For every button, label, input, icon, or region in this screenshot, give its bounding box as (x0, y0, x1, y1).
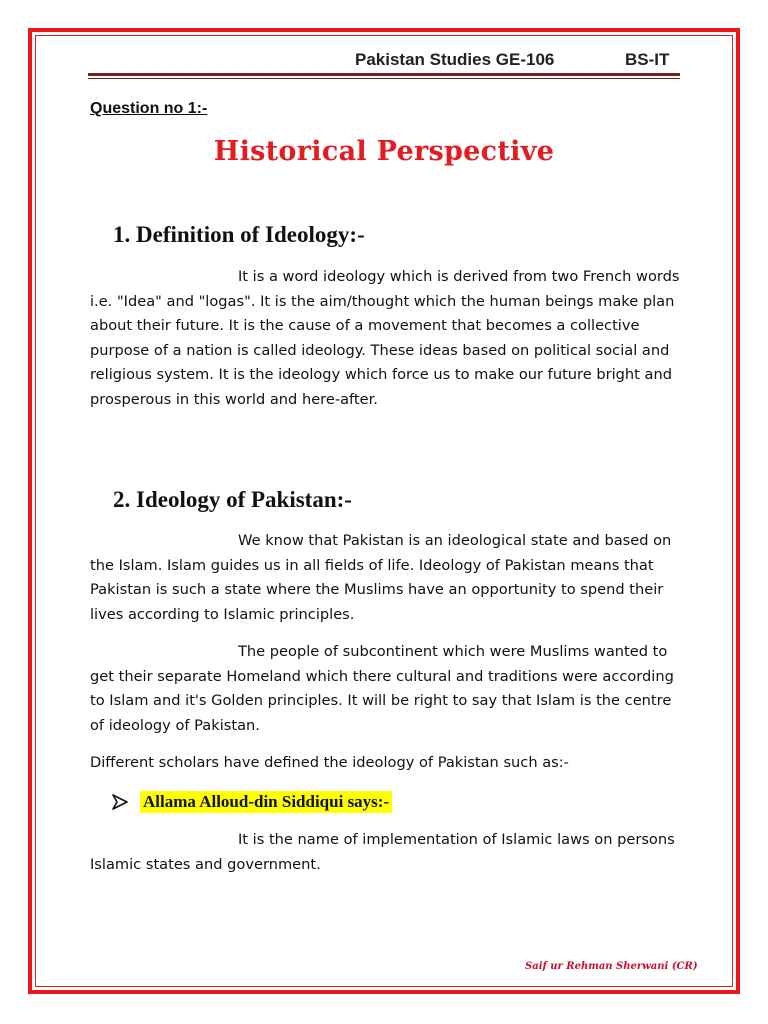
question-label: Question no 1:- (90, 100, 208, 117)
arrow-right-icon (110, 793, 130, 811)
scholar-name: Allama Alloud-din Siddiqui says:- (140, 791, 392, 813)
definition-paragraph: It is a word ideology which is derived from two French words i.e. "Idea" and "logas". It is the aim/thought which the human beings make plan about their future. It is the cause of a movement that becomes a collective purpose of a nation is called ideology. These ideas based on political social and religious system. It is the ideology which force us to make our future bright and prosperous in this world and here-after. (90, 268, 680, 408)
header-rule-thin (88, 78, 680, 79)
ideology-paragraph-3: Different scholars have defined the ideology of Pakistan such as:- (90, 754, 569, 771)
ideology-paragraph-2: The people of subcontinent which were Muslims wanted to get their separate Homeland which there cultural and traditions were according to Islam and it's Golden principles. It will be right to say that Islam is the centre of ideology of Pakistan. (90, 643, 674, 734)
program-label: BS-IT (625, 50, 670, 69)
section-heading-definition: 1. Definition of Ideology:- (113, 222, 365, 247)
scholar-bullet (110, 791, 392, 813)
section-heading-ideology-pakistan: 2. Ideology of Pakistan:- (113, 487, 352, 512)
ideology-paragraph-1: We know that Pakistan is an ideological state and based on the Islam. Islam guides us in all fields of life. Ideology of Pakistan means that Pakistan is such a state where the Muslims have an opportunity to spend their lives according to Islamic principles. (90, 532, 672, 623)
scholar-quote: It is the name of implementation of Islamic laws on persons Islamic states and government. (90, 831, 675, 873)
header-rule-thick (88, 73, 680, 76)
author-signature: Saif ur Rehman Sherwani (CR) (525, 961, 698, 972)
course-title: Pakistan Studies GE-106 (355, 50, 555, 69)
page-title: Historical Perspective (213, 136, 555, 167)
